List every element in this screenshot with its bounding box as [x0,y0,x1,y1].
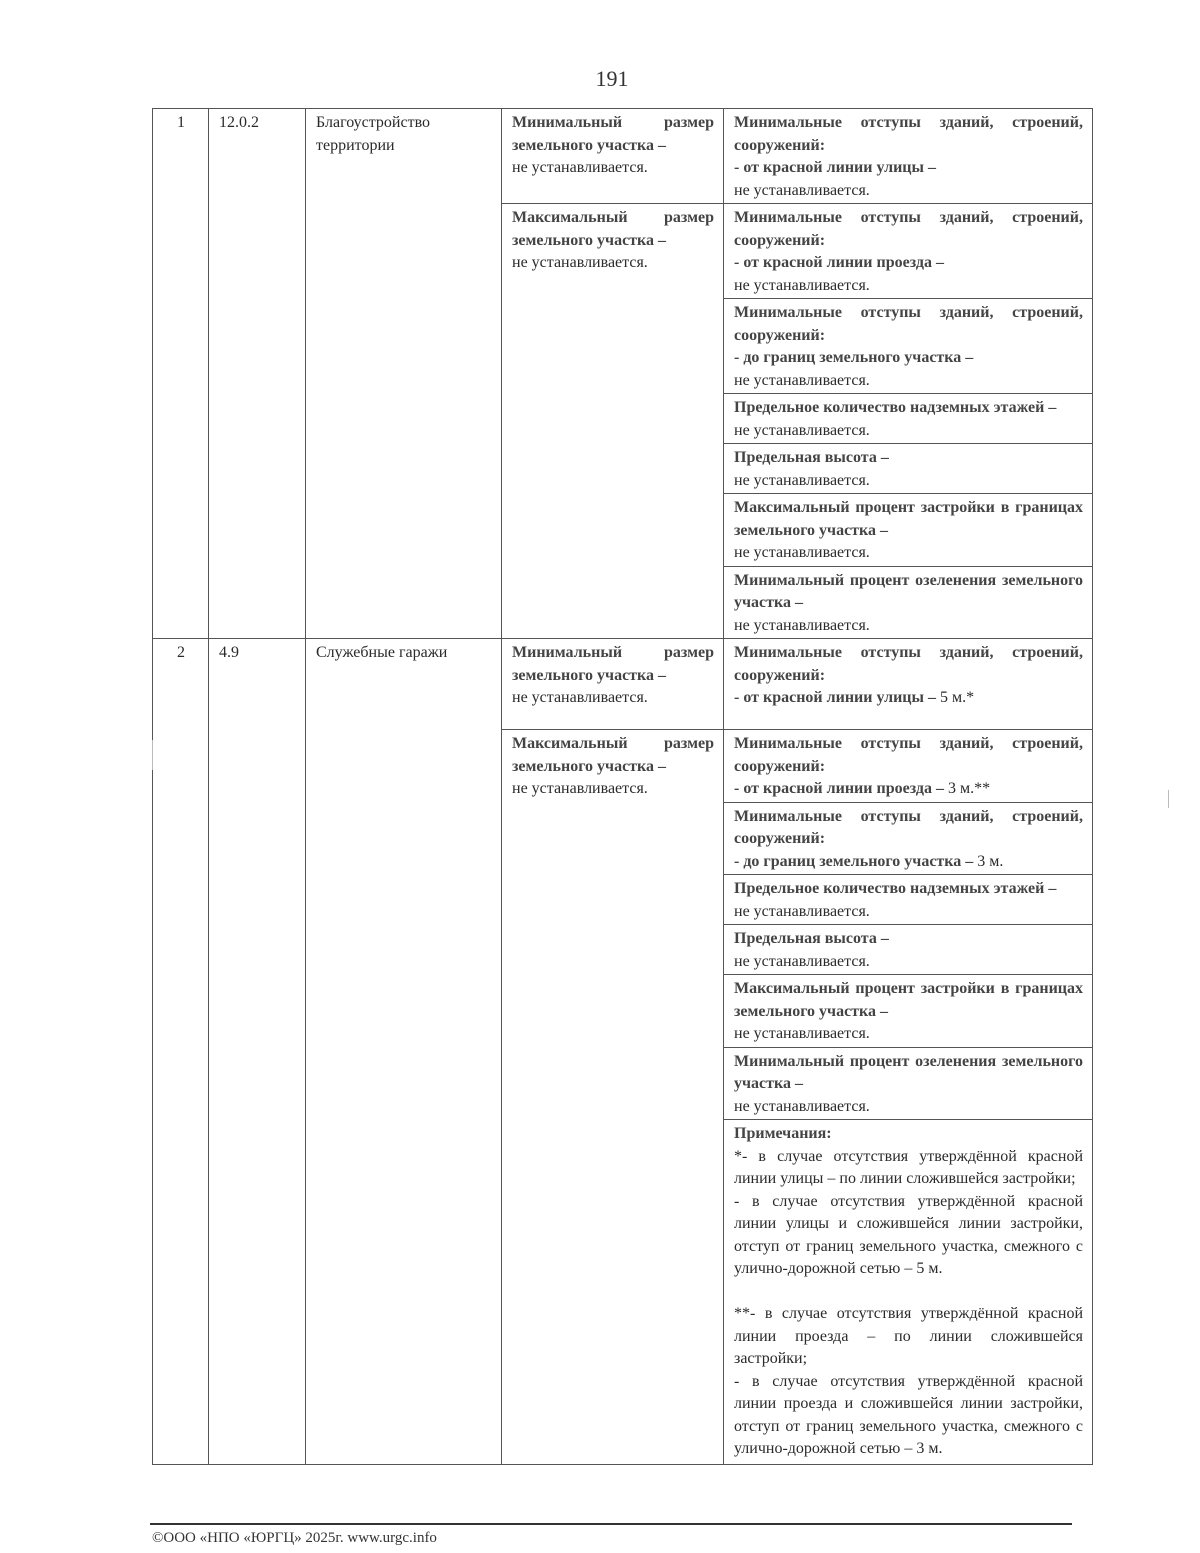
footer-text: ©ООО «НПО «ЮРГЦ» 2025г. www.urgc.info [152,1530,437,1546]
param-value: не устанавливается. [734,421,870,439]
param-sublabel: - от красной линии улицы – [734,159,936,176]
param-sublabel: - до границ земельного участка – [734,349,974,366]
param-label: Предельная высота – [734,930,889,947]
param-value: не устанавливается. [734,1025,870,1042]
note-paragraph: - в случае отсутствия утверждённой красной линии улицы и сложившейся линии застройки, отступ от границ земельного участка, смежного с улично-дорожной сетью – 5 м. [734,1192,1083,1277]
plot-size-label: Максимальный размер земельного участка – [512,209,714,249]
table-row [153,109,1093,204]
scan-mark [152,740,153,770]
param-label: Минимальные отступы зданий, строений, сооружений: [734,644,1083,684]
param-label: Минимальный процент озеленения земельного участка – [734,1052,1083,1092]
note-paragraph: *- в случае отсутствия утверждённой красной линии улицы – по линии сложившейся застройки; [734,1147,1083,1187]
param-cell [724,566,1093,639]
param-value: не устанавливается. [734,952,870,970]
param-value: не устанавливается. [734,616,870,634]
table-row [153,639,1093,730]
param-cell [724,444,1093,494]
param-value: не устанавливается. [734,371,870,389]
param-cell [724,299,1093,394]
param-cell [724,730,1093,803]
param-label: Минимальные отступы зданий, строений, сооружений: [734,304,1083,344]
plot-size-value: не устанавливается. [512,159,648,176]
plot-size-cell [502,204,724,639]
param-label: Минимальные отступы зданий, строений, сооружений: [734,209,1083,249]
param-label: Минимальные отступы зданий, строений, сооружений: [734,807,1083,847]
param-label: Минимальный процент озеленения земельного участка – [734,571,1083,611]
use-code: 4.9 [209,639,306,1465]
plot-size-label: Максимальный размер земельного участка – [512,735,714,775]
param-cell [724,639,1093,730]
row-number: 1 [153,109,209,639]
note-paragraph: - в случае отсутствия утверждённой красной линии проезда и сложившейся линии застройки, отступ от границ земельного участка, смежного с улично-дорожной сетью – 3 м. [734,1372,1083,1457]
param-label: Предельная высота – [734,449,889,466]
param-value: не устанавливается. [734,902,870,920]
notes-title: Примечания: [734,1125,832,1142]
param-cell [724,394,1093,444]
param-cell [724,1047,1093,1120]
param-sublabel: - до границ земельного участка – [734,852,974,870]
param-value: не устанавливается. [734,471,870,489]
note-spacer [734,1281,1083,1304]
param-value: не устанавливается. [734,544,870,561]
param-sublabel: - от красной линии улицы – [734,689,936,706]
note-paragraph: **- в случае отсутствия утверждённой красной линии проезда – по линии сложившейся застройки; [734,1305,1083,1367]
param-cell [724,494,1093,567]
param-cell [724,109,1093,204]
plot-size-label: Минимальный размер земельного участка – [512,114,714,154]
page-number: 191 [595,66,629,91]
param-value: 3 м.** [947,780,991,797]
param-value: не устанавливается. [734,276,870,294]
param-cell [724,802,1093,875]
use-code: 12.0.2 [209,109,306,639]
plot-size-value: не устанавливается. [512,689,648,706]
param-value: не устанавливается. [734,1097,870,1115]
param-value: не устанавливается. [734,181,870,199]
param-label: Минимальные отступы зданий, строений, сооружений: [734,114,1083,154]
param-label: Минимальные отступы зданий, строений, сооружений: [734,735,1083,775]
param-sublabel: - от красной линии проезда – [734,254,944,271]
param-label: Максимальный процент застройки в границах земельного участка – [734,980,1083,1020]
param-cell [724,204,1093,299]
plot-size-cell [502,730,724,1465]
regulations-table [152,108,1093,1465]
param-label: Предельное количество надземных этажей – [734,399,1057,416]
param-label: Максимальный процент застройки в границах земельного участка – [734,499,1083,539]
param-cell [724,975,1093,1048]
plot-size-value: не устанавливается. [512,254,648,271]
plot-size-value: не устанавливается. [512,780,648,797]
notes-cell [724,1120,1093,1465]
param-label: Предельное количество надземных этажей – [734,880,1057,897]
param-cell [724,875,1093,925]
param-sublabel: - от красной линии проезда – [734,780,944,797]
use-name: Служебные гаражи [306,639,502,1465]
row-number: 2 [153,639,209,1465]
use-name: Благоустройство территории [306,109,502,639]
param-value: 5 м.* [940,689,975,706]
plot-size-cell [502,639,724,730]
footer-rule [150,1523,1072,1525]
scan-mark [1168,790,1169,808]
param-cell [724,925,1093,975]
plot-size-cell [502,109,724,204]
param-value: 3 м. [977,852,1004,870]
plot-size-label: Минимальный размер земельного участка – [512,644,714,684]
